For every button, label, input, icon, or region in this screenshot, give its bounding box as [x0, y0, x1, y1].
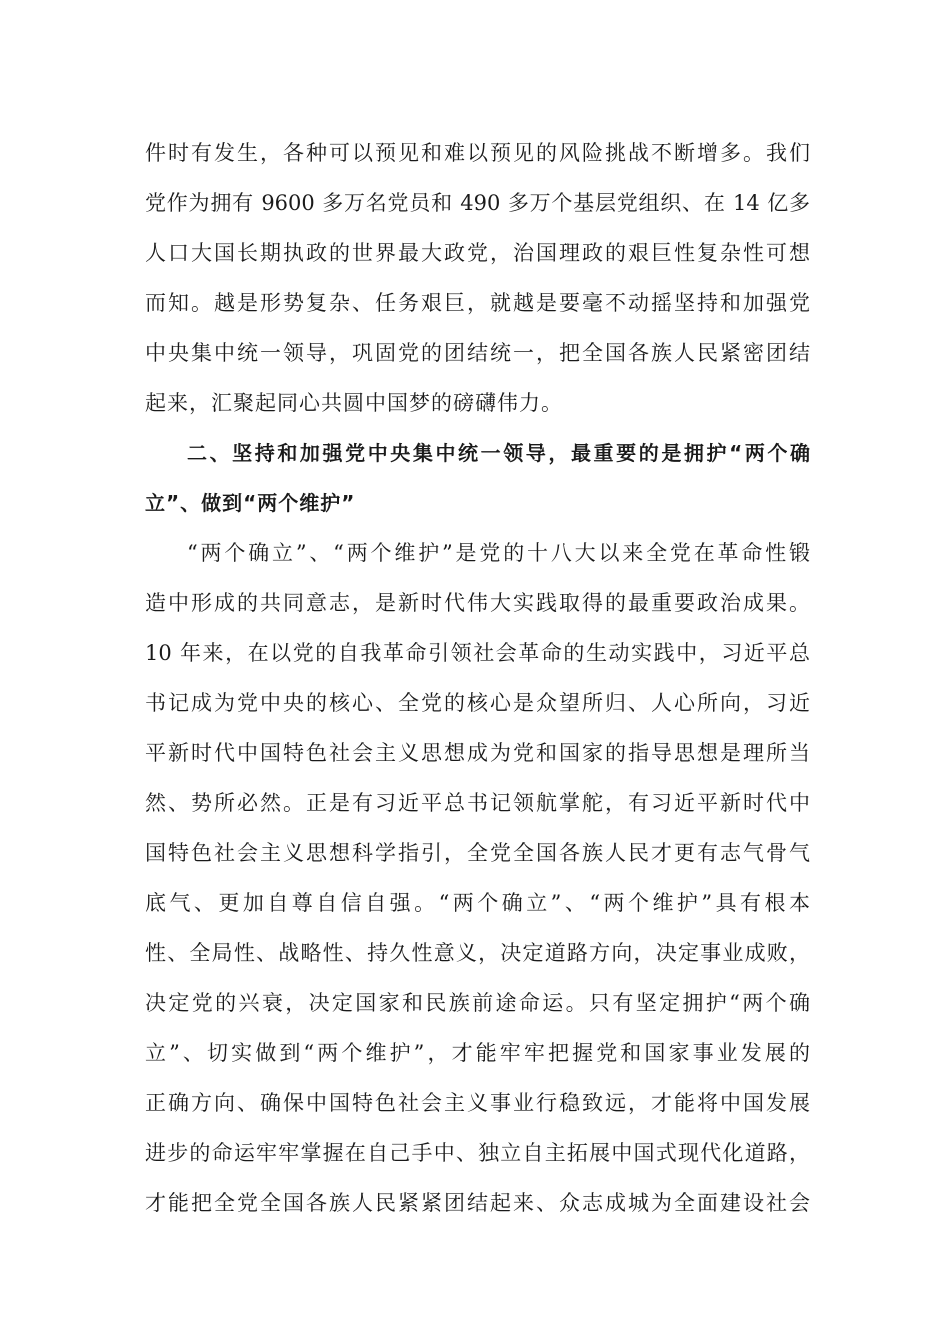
text-line: 才能把全党全国各族人民紧紧团结起来、众志成城为全面建设社会 — [145, 1191, 810, 1215]
text-line: 底气、更加自尊自信自强。“两个确立”、“两个维护”具有根本 — [145, 891, 810, 915]
heading-line: 二、坚持和加强党中央集中统一领导，最重要的是拥护“两个确 — [187, 441, 810, 465]
text-line: 平新时代中国特色社会主义思想成为党和国家的指导思想是理所当 — [145, 741, 810, 765]
heading-line: 立”、做到“两个维护” — [145, 491, 356, 515]
text-line: 进步的命运牢牢掌握在自己手中、独立自主拓展中国式现代化道路， — [145, 1141, 810, 1165]
text-line: 而知。越是形势复杂、任务艰巨，就越是要毫不动摇坚持和加强党 — [145, 291, 810, 315]
document-body — [145, 128, 810, 1228]
text-line: 书记成为党中央的核心、全党的核心是众望所归、人心所向，习近 — [145, 691, 810, 715]
text-line: 人口大国长期执政的世界最大政党，治国理政的艰巨性复杂性可想 — [145, 241, 810, 265]
text-line: 件时有发生，各种可以预见和难以预见的风险挑战不断增多。我们 — [145, 141, 810, 165]
text-line: 立”、切实做到“两个维护”，才能牢牢把握党和国家事业发展的 — [145, 1041, 810, 1065]
text-line: 然、势所必然。正是有习近平总书记领航掌舵，有习近平新时代中 — [145, 791, 810, 815]
section-heading — [145, 428, 810, 528]
text-line: 性、全局性、战略性、持久性意义，决定道路方向，决定事业成败， — [145, 941, 810, 965]
text-line: “两个确立”、“两个维护”是党的十八大以来全党在革命性锻 — [187, 541, 810, 565]
text-line: 中央集中统一领导，巩固党的团结统一，把全国各族人民紧密团结 — [145, 341, 810, 365]
text-line: 正确方向、确保中国特色社会主义事业行稳致远，才能将中国发展 — [145, 1091, 810, 1115]
text-line: 起来，汇聚起同心共圆中国梦的磅礴伟力。 — [145, 391, 563, 415]
text-line: 决定党的兴衰，决定国家和民族前途命运。只有坚定拥护“两个确 — [145, 991, 810, 1015]
paragraph-2 — [145, 528, 810, 1228]
text-line: 党作为拥有 9600 多万名党员和 490 多万个基层党组织、在 14 亿多 — [145, 191, 810, 215]
text-line: 10 年来，在以党的自我革命引领社会革命的生动实践中，习近平总 — [145, 641, 810, 665]
paragraph-1 — [145, 128, 810, 428]
text-line: 国特色社会主义思想科学指引，全党全国各族人民才更有志气骨气 — [145, 841, 810, 865]
text-line: 造中形成的共同意志，是新时代伟大实践取得的最重要政治成果。 — [145, 591, 810, 615]
